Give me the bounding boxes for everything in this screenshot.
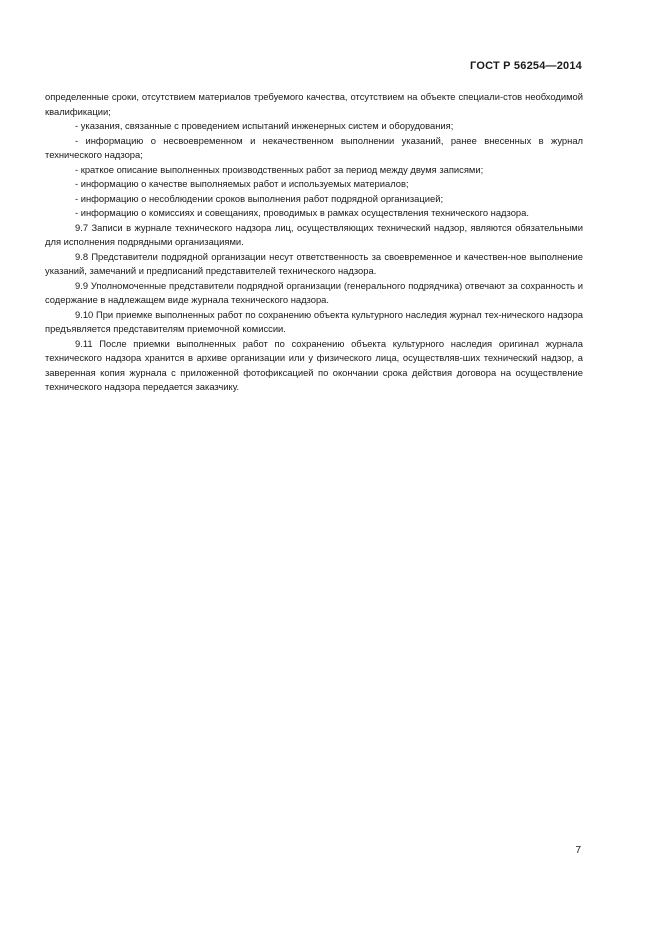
clause-9-8: 9.8 Представители подрядной организации несут ответственность за своевременное и качествен-ное выполнение указаний, замечаний и предписаний представителей технического надзора. xyxy=(45,250,583,276)
list-item: - информацию о комиссиях и совещаниях, проводимых в рамках осуществления технического надзора. xyxy=(75,207,529,218)
clause-9-11: 9.11 После приемки выполненных работ по сохранению объекта культурного наследия оригинал журнала технического надзора хранится в архиве организации или у физического лица, осуществляв-ших технический надзор, а заверенная копия журнала с приложенной фотофиксацией по окончании срока действия договора на осуществление технического надзора передается заказчику. xyxy=(45,337,583,392)
list-item: - информацию о несвоевременном и некачественном выполнении указаний, ранее внесенных в журнал технического надзора; xyxy=(45,134,583,160)
list-item: - краткое описание выполненных производственных работ за период между двумя записями; xyxy=(75,163,484,175)
standard-designation: ГОСТ Р 56254—2014 xyxy=(470,60,582,72)
list-item: - информацию о несоблюдении сроков выполнения работ подрядной организацией; xyxy=(75,192,444,204)
list-item: - информацию о качестве выполняемых работ и используемых материалов; xyxy=(75,178,409,189)
page-number: 7 xyxy=(575,845,581,856)
list-item: - указания, связанные с проведением испытаний инженерных систем и оборудования; xyxy=(75,120,454,131)
clause-9-10: 9.10 При приемке выполненных работ по сохранению объекта культурного наследия журнал тех-нического надзора предъявляется представителям приемочной комиссии. xyxy=(45,308,583,334)
clause-9-9: 9.9 Уполномоченные представители подрядной организации (генерального подрядчика) отвечают за сохранность и содержание в надлежащем виде журнала технического надзора. xyxy=(45,279,583,305)
paragraph-continuation: определенные сроки, отсутствием материалов требуемого качества, отсутствием на объекте специали-стов необходимой квалификации; xyxy=(45,91,583,117)
clause-9-7: 9.7 Записи в журнале технического надзора лиц, осуществляющих технический надзор, являются обязательными для исполнения подрядными организациями. xyxy=(45,221,583,247)
document-body xyxy=(45,90,583,395)
